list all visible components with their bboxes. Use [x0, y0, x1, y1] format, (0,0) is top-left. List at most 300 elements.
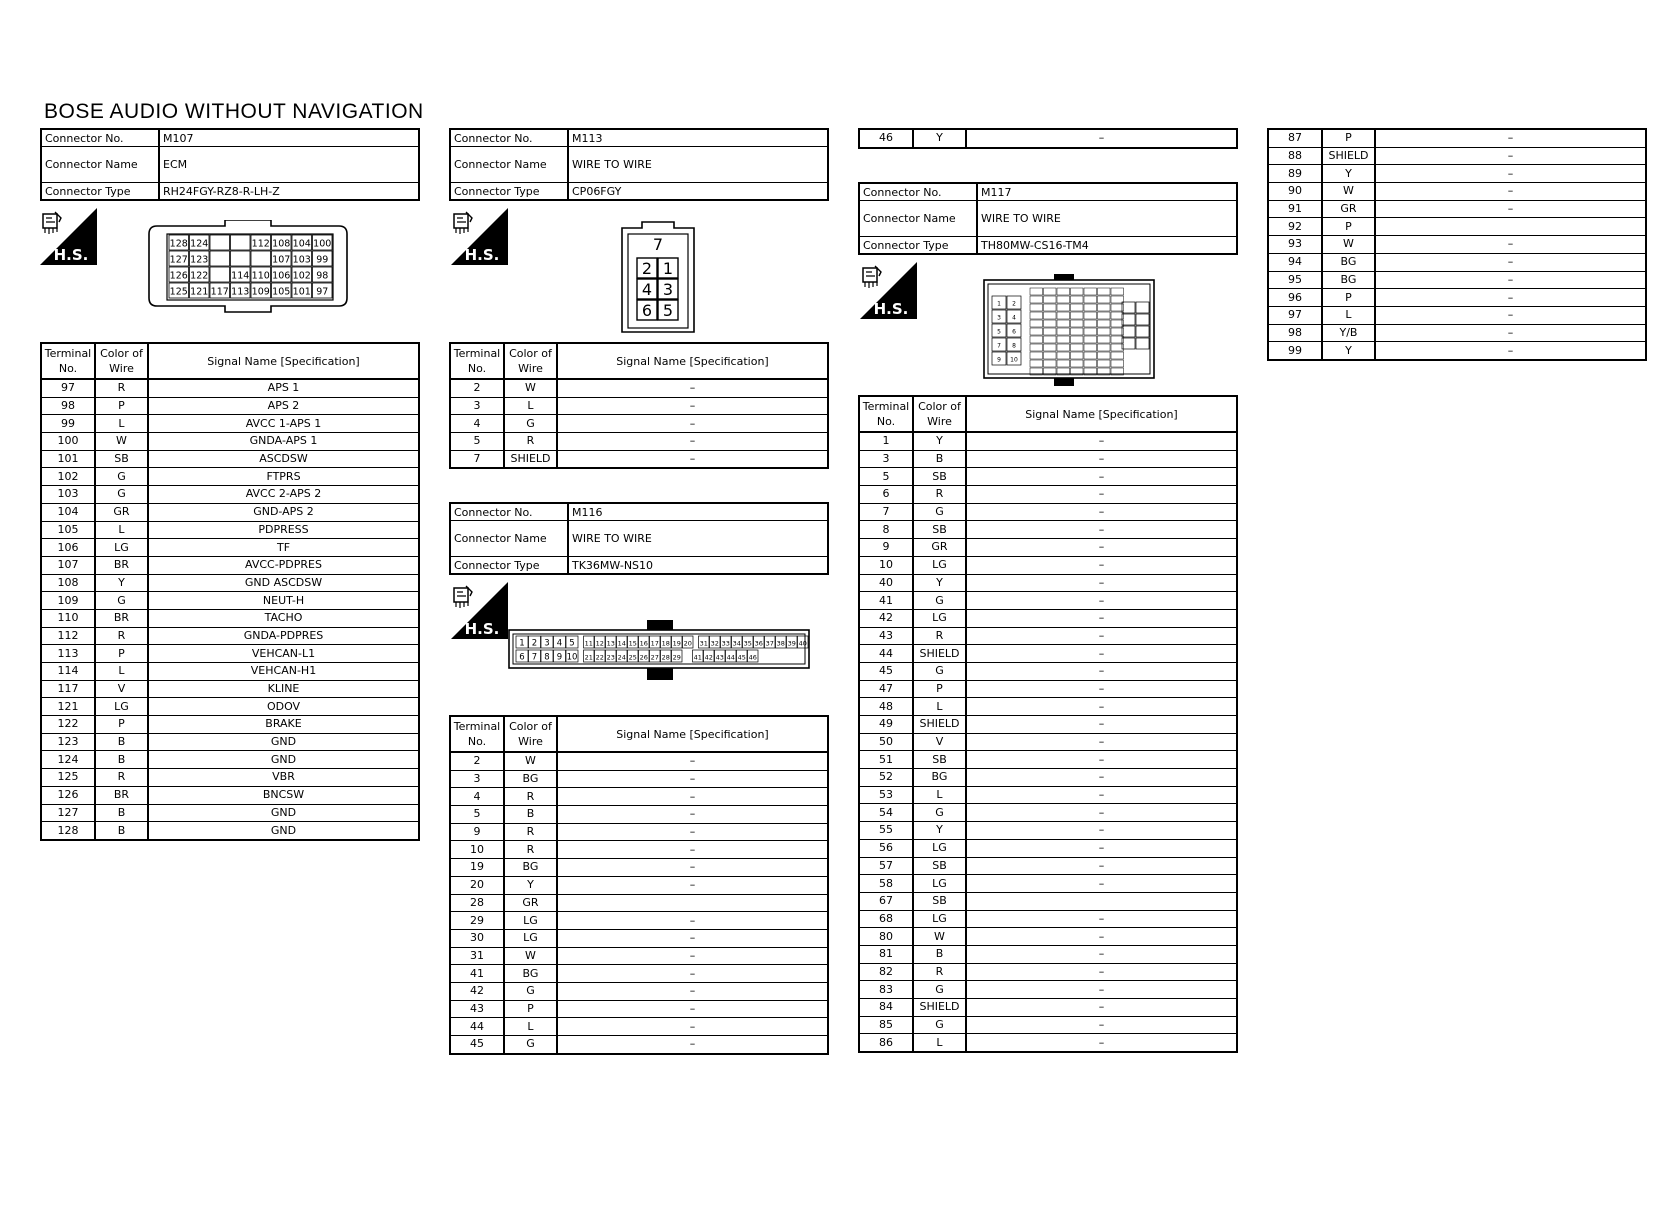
wire-color: R — [95, 379, 148, 397]
terminal-no: 100 — [41, 433, 95, 451]
table-row — [1268, 218, 1646, 236]
terminal-no: 5 — [859, 468, 913, 486]
table-row — [859, 680, 1237, 698]
table-row — [41, 609, 419, 627]
terminal-no: 90 — [1268, 183, 1322, 201]
table-row — [41, 468, 419, 486]
signal-name: ODOV — [148, 698, 419, 716]
signal-name: – — [966, 486, 1237, 504]
terminal-no: 48 — [859, 698, 913, 716]
signal-name: – — [966, 645, 1237, 663]
wire-color: W — [504, 379, 557, 397]
table-row — [41, 645, 419, 663]
wire-color: BG — [1322, 253, 1375, 271]
terminal-no: 122 — [41, 716, 95, 734]
pin-label: 103 — [292, 254, 311, 266]
connector-name-value: WIRE TO WIRE — [568, 147, 828, 183]
terminal-no: 41 — [450, 965, 504, 983]
signal-name: – — [966, 698, 1237, 716]
table-row — [41, 574, 419, 592]
pin-label: 114 — [231, 270, 250, 282]
wire-color: GR — [913, 539, 966, 557]
signal-name: – — [557, 379, 828, 397]
signal-name: – — [966, 609, 1237, 627]
wire-color: R — [95, 627, 148, 645]
signal-name-header: Signal Name [Specification] — [557, 716, 828, 752]
table-row — [1268, 324, 1646, 342]
wire-color: P — [504, 1000, 557, 1018]
wire-color: Y — [504, 876, 557, 894]
signal-name: – — [966, 1016, 1237, 1034]
label-connector-no: Connector No. — [41, 129, 159, 147]
pin-label: 12 — [595, 639, 604, 648]
connector-face-m113 — [618, 220, 698, 335]
wire-color: P — [1322, 289, 1375, 307]
wire-color: B — [95, 804, 148, 822]
color-of-wire-header: Color of Wire — [504, 343, 557, 379]
signal-name: GND — [148, 822, 419, 840]
signal-name: – — [966, 716, 1237, 734]
terminal-no: 9 — [859, 539, 913, 557]
pin-label: 4 — [1012, 314, 1016, 322]
pin-label: 124 — [190, 238, 209, 250]
table-row — [859, 503, 1237, 521]
table-row — [1268, 183, 1646, 201]
hs-badge-label: H.S. — [873, 300, 909, 318]
pin-label: 46 — [748, 653, 757, 662]
wire-color: L — [1322, 306, 1375, 324]
wire-color: B — [913, 945, 966, 963]
table-row — [1268, 236, 1646, 254]
terminal-no: 86 — [859, 1034, 913, 1052]
connector-face-m117 — [982, 274, 1157, 386]
table-row — [41, 397, 419, 415]
signal-name: AVCC 2-APS 2 — [148, 486, 419, 504]
pin-label: 2 — [1012, 300, 1016, 308]
pin-label: 33 — [721, 639, 730, 648]
wire-color: G — [95, 592, 148, 610]
pin-label: 15 — [628, 639, 637, 648]
terminal-no: 46 — [859, 129, 913, 148]
signal-name: – — [557, 912, 828, 930]
label-connector-type: Connector Type — [41, 183, 159, 201]
table-row — [450, 450, 828, 468]
pin-label: 7 — [997, 342, 1001, 350]
table-row — [41, 804, 419, 822]
signal-name: TACHO — [148, 609, 419, 627]
table-row — [859, 609, 1237, 627]
connector-face-m116 — [507, 620, 812, 680]
signal-name: – — [1375, 253, 1646, 271]
table-row — [41, 539, 419, 557]
terminal-no: 28 — [450, 894, 504, 912]
terminal-no: 91 — [1268, 200, 1322, 218]
pin-label: 113 — [231, 286, 250, 298]
terminal-no: 117 — [41, 680, 95, 698]
terminal-no: 45 — [859, 662, 913, 680]
pin-label: 3 — [997, 314, 1001, 322]
wire-color: SB — [95, 450, 148, 468]
terminal-no: 97 — [41, 379, 95, 397]
table-row — [859, 574, 1237, 592]
table-row — [450, 806, 828, 824]
wire-color: L — [504, 397, 557, 415]
terminal-no: 83 — [859, 981, 913, 999]
signal-name: – — [557, 929, 828, 947]
signal-name: – — [966, 468, 1237, 486]
pin-label: 8 — [1012, 342, 1016, 350]
table-row — [41, 592, 419, 610]
signal-name: FTPRS — [148, 468, 419, 486]
pin-label: 19 — [672, 639, 681, 648]
terminal-no: 10 — [450, 841, 504, 859]
terminal-no: 6 — [859, 486, 913, 504]
terminal-no: 108 — [41, 574, 95, 592]
pin-label: 125 — [169, 286, 188, 298]
table-row — [859, 875, 1237, 893]
table-row — [859, 521, 1237, 539]
terminal-no: 110 — [41, 609, 95, 627]
pin-label: 1 — [662, 259, 674, 278]
pin-label: 4 — [641, 280, 653, 299]
wire-color: R — [504, 433, 557, 451]
table-row — [450, 788, 828, 806]
pin-label: 41 — [693, 653, 702, 662]
signal-name: VEHCAN-H1 — [148, 663, 419, 681]
wire-color: G — [504, 982, 557, 1000]
terminal-no: 92 — [1268, 218, 1322, 236]
signal-name: – — [966, 556, 1237, 574]
signal-name: AVCC 1-APS 1 — [148, 415, 419, 433]
signal-name: GND — [148, 804, 419, 822]
wire-color: G — [913, 503, 966, 521]
table-row — [450, 876, 828, 894]
table-row — [859, 716, 1237, 734]
terminal-no: 99 — [41, 415, 95, 433]
signal-name: – — [1375, 306, 1646, 324]
table-row — [450, 1018, 828, 1036]
table-row — [450, 433, 828, 451]
wire-color: SHIELD — [913, 716, 966, 734]
wire-color: W — [913, 928, 966, 946]
signal-name: APS 2 — [148, 397, 419, 415]
terminal-no: 43 — [859, 627, 913, 645]
pin-label: 43 — [715, 653, 724, 662]
table-row — [859, 662, 1237, 680]
terminal-no: 44 — [859, 645, 913, 663]
table-row — [450, 912, 828, 930]
signal-name: – — [1375, 289, 1646, 307]
terminal-no: 29 — [450, 912, 504, 930]
hs-badge-label: H.S. — [464, 620, 500, 638]
signal-name: – — [966, 450, 1237, 468]
signal-name: BNCSW — [148, 786, 419, 804]
pin-label: 14 — [617, 639, 626, 648]
signal-name-header: Signal Name [Specification] — [966, 396, 1237, 432]
signal-name: – — [966, 786, 1237, 804]
signal-name: GND — [148, 733, 419, 751]
pin-label: 11 — [584, 639, 593, 648]
hs-badge-label: H.S. — [464, 246, 500, 264]
wire-color: Y — [95, 574, 148, 592]
wire-color: Y — [1322, 342, 1375, 360]
terminal-table-m107 — [40, 342, 420, 841]
signal-name: – — [966, 521, 1237, 539]
signal-name: – — [1375, 165, 1646, 183]
signal-name: – — [966, 432, 1237, 450]
terminal-table-m117-continued — [1267, 128, 1647, 361]
wire-color: R — [913, 486, 966, 504]
terminal-no: 4 — [450, 788, 504, 806]
hs-harness-icon — [451, 208, 508, 265]
terminal-no: 51 — [859, 751, 913, 769]
pin-label: 1 — [997, 300, 1001, 308]
table-row — [859, 857, 1237, 875]
wire-color: SHIELD — [1322, 147, 1375, 165]
terminal-no: 99 — [1268, 342, 1322, 360]
pin-label: 20 — [683, 639, 692, 648]
pin-label: 2 — [531, 638, 538, 649]
wire-color: SHIELD — [913, 645, 966, 663]
wire-color: L — [504, 1018, 557, 1036]
wire-color: Y — [913, 432, 966, 450]
table-row — [859, 539, 1237, 557]
color-of-wire-header: Color of Wire — [913, 396, 966, 432]
table-row — [450, 894, 828, 912]
signal-name: GNDA-APS 1 — [148, 433, 419, 451]
table-row — [41, 698, 419, 716]
terminal-no: 56 — [859, 839, 913, 857]
wire-color: B — [95, 733, 148, 751]
terminal-no: 3 — [450, 397, 504, 415]
table-row — [450, 929, 828, 947]
connector-header-m116 — [449, 502, 829, 575]
signal-name: – — [557, 841, 828, 859]
terminal-no: 121 — [41, 698, 95, 716]
signal-name: – — [966, 751, 1237, 769]
table-row — [450, 397, 828, 415]
signal-name: – — [557, 450, 828, 468]
signal-name: – — [1375, 236, 1646, 254]
table-row — [41, 786, 419, 804]
table-row — [450, 823, 828, 841]
signal-name: – — [966, 839, 1237, 857]
wire-color: G — [913, 662, 966, 680]
table-row — [41, 415, 419, 433]
wire-color: BG — [504, 770, 557, 788]
terminal-no: 85 — [859, 1016, 913, 1034]
pin-label: 6 — [519, 652, 525, 663]
wire-color: P — [913, 680, 966, 698]
signal-name: – — [557, 788, 828, 806]
wire-color: GR — [95, 503, 148, 521]
terminal-no-header: Terminal No. — [41, 343, 95, 379]
signal-name: APS 1 — [148, 379, 419, 397]
table-row — [450, 859, 828, 877]
pin-label: 32 — [710, 639, 719, 648]
signal-name: GND — [148, 751, 419, 769]
terminal-no: 9 — [450, 823, 504, 841]
terminal-no: 123 — [41, 733, 95, 751]
pin-label: 31 — [699, 639, 708, 648]
table-row — [859, 839, 1237, 857]
table-row — [859, 1034, 1237, 1052]
signal-name: – — [557, 965, 828, 983]
pin-label: 3 — [662, 280, 674, 299]
terminal-no: 81 — [859, 945, 913, 963]
label-connector-name: Connector Name — [450, 521, 568, 557]
pin-label: 40 — [798, 639, 807, 648]
terminal-no: 103 — [41, 486, 95, 504]
signal-name: – — [557, 1036, 828, 1054]
pin-label: 7 — [531, 652, 538, 663]
pin-label: 102 — [292, 270, 311, 282]
connector-type-value: TK36MW-NS10 — [568, 557, 828, 575]
signal-name: – — [966, 503, 1237, 521]
terminal-no: 49 — [859, 716, 913, 734]
terminal-no: 105 — [41, 521, 95, 539]
wire-color: BG — [504, 965, 557, 983]
hs-harness-icon — [40, 208, 97, 265]
signal-name: KLINE — [148, 680, 419, 698]
signal-name: – — [966, 875, 1237, 893]
table-row — [859, 450, 1237, 468]
label-connector-type: Connector Type — [450, 183, 568, 201]
wire-color: L — [95, 415, 148, 433]
wire-color: BR — [95, 786, 148, 804]
wire-color: SB — [913, 751, 966, 769]
pin-label: 17 — [650, 639, 659, 648]
wire-color: BR — [95, 556, 148, 574]
wire-color: BG — [1322, 271, 1375, 289]
pin-label: 101 — [292, 286, 311, 298]
signal-name: NEUT-H — [148, 592, 419, 610]
pin-label: 109 — [251, 286, 270, 298]
terminal-no: 3 — [859, 450, 913, 468]
signal-name — [557, 894, 828, 912]
pin-label: 5 — [662, 301, 674, 320]
terminal-no: 43 — [450, 1000, 504, 1018]
terminal-no: 58 — [859, 875, 913, 893]
wire-color: G — [913, 804, 966, 822]
pin-label: 104 — [292, 238, 311, 250]
table-row — [450, 379, 828, 397]
pin-label: 28 — [661, 653, 670, 662]
signal-name: – — [557, 806, 828, 824]
table-row — [859, 910, 1237, 928]
terminal-no: 106 — [41, 539, 95, 557]
terminal-no: 57 — [859, 857, 913, 875]
label-connector-no: Connector No. — [859, 183, 977, 201]
connector-no-value: M117 — [977, 183, 1237, 201]
color-of-wire-header: Color of Wire — [504, 716, 557, 752]
wire-color: BG — [504, 859, 557, 877]
pin-label: 21 — [584, 653, 593, 662]
terminal-no: 19 — [450, 859, 504, 877]
signal-name: PDPRESS — [148, 521, 419, 539]
wire-color: P — [95, 397, 148, 415]
label-connector-name: Connector Name — [41, 147, 159, 183]
wire-color: LG — [913, 609, 966, 627]
terminal-no: 89 — [1268, 165, 1322, 183]
label-connector-no: Connector No. — [450, 129, 568, 147]
signal-name: ASCDSW — [148, 450, 419, 468]
wire-color: B — [913, 450, 966, 468]
pin-label: 44 — [726, 653, 735, 662]
terminal-no: 3 — [450, 770, 504, 788]
wire-color: R — [504, 841, 557, 859]
table-row — [41, 433, 419, 451]
pin-label: 98 — [316, 270, 329, 282]
terminal-no: 53 — [859, 786, 913, 804]
table-row — [41, 486, 419, 504]
terminal-no: 96 — [1268, 289, 1322, 307]
connector-name-value: WIRE TO WIRE — [977, 201, 1237, 237]
pin-label: 106 — [272, 270, 291, 282]
terminal-no: 93 — [1268, 236, 1322, 254]
signal-name — [1375, 218, 1646, 236]
terminal-no: 98 — [1268, 324, 1322, 342]
wire-color: W — [504, 752, 557, 770]
terminal-no: 42 — [859, 609, 913, 627]
terminal-no-header: Terminal No. — [450, 343, 504, 379]
signal-name: – — [557, 415, 828, 433]
signal-name: – — [966, 769, 1237, 787]
table-row — [859, 592, 1237, 610]
wire-color: R — [504, 788, 557, 806]
terminal-table-m113 — [449, 342, 829, 469]
table-row — [1268, 147, 1646, 165]
color-of-wire-header: Color of Wire — [95, 343, 148, 379]
signal-name: – — [557, 770, 828, 788]
wire-color: B — [95, 751, 148, 769]
table-row — [859, 129, 1237, 148]
terminal-no: 42 — [450, 982, 504, 1000]
pin-label: 105 — [272, 286, 291, 298]
signal-name: – — [557, 947, 828, 965]
terminal-no: 104 — [41, 503, 95, 521]
signal-name: GNDA-PDPRES — [148, 627, 419, 645]
pin-label: 39 — [787, 639, 796, 648]
terminal-no: 127 — [41, 804, 95, 822]
page-title: BOSE AUDIO WITHOUT NAVIGATION — [44, 100, 424, 123]
table-row — [450, 752, 828, 770]
wire-color: LG — [95, 539, 148, 557]
table-row — [859, 786, 1237, 804]
signal-name: – — [557, 1000, 828, 1018]
wire-color: LG — [504, 929, 557, 947]
terminal-no: 4 — [450, 415, 504, 433]
wire-color: LG — [913, 875, 966, 893]
pin-label: 3 — [544, 638, 550, 649]
terminal-table-m116-continued — [858, 128, 1238, 149]
wire-color: SHIELD — [913, 999, 966, 1017]
table-row — [859, 751, 1237, 769]
table-row — [1268, 342, 1646, 360]
signal-name: – — [966, 910, 1237, 928]
pin-label: 37 — [765, 639, 774, 648]
terminal-no: 113 — [41, 645, 95, 663]
table-row — [41, 680, 419, 698]
pin-label: 122 — [190, 270, 209, 282]
signal-name: – — [1375, 324, 1646, 342]
pin-label: 45 — [737, 653, 746, 662]
wire-color: P — [1322, 129, 1375, 147]
pin-label: 27 — [650, 653, 659, 662]
table-row — [41, 556, 419, 574]
wire-color: LG — [504, 912, 557, 930]
hs-badge-label: H.S. — [53, 246, 89, 264]
